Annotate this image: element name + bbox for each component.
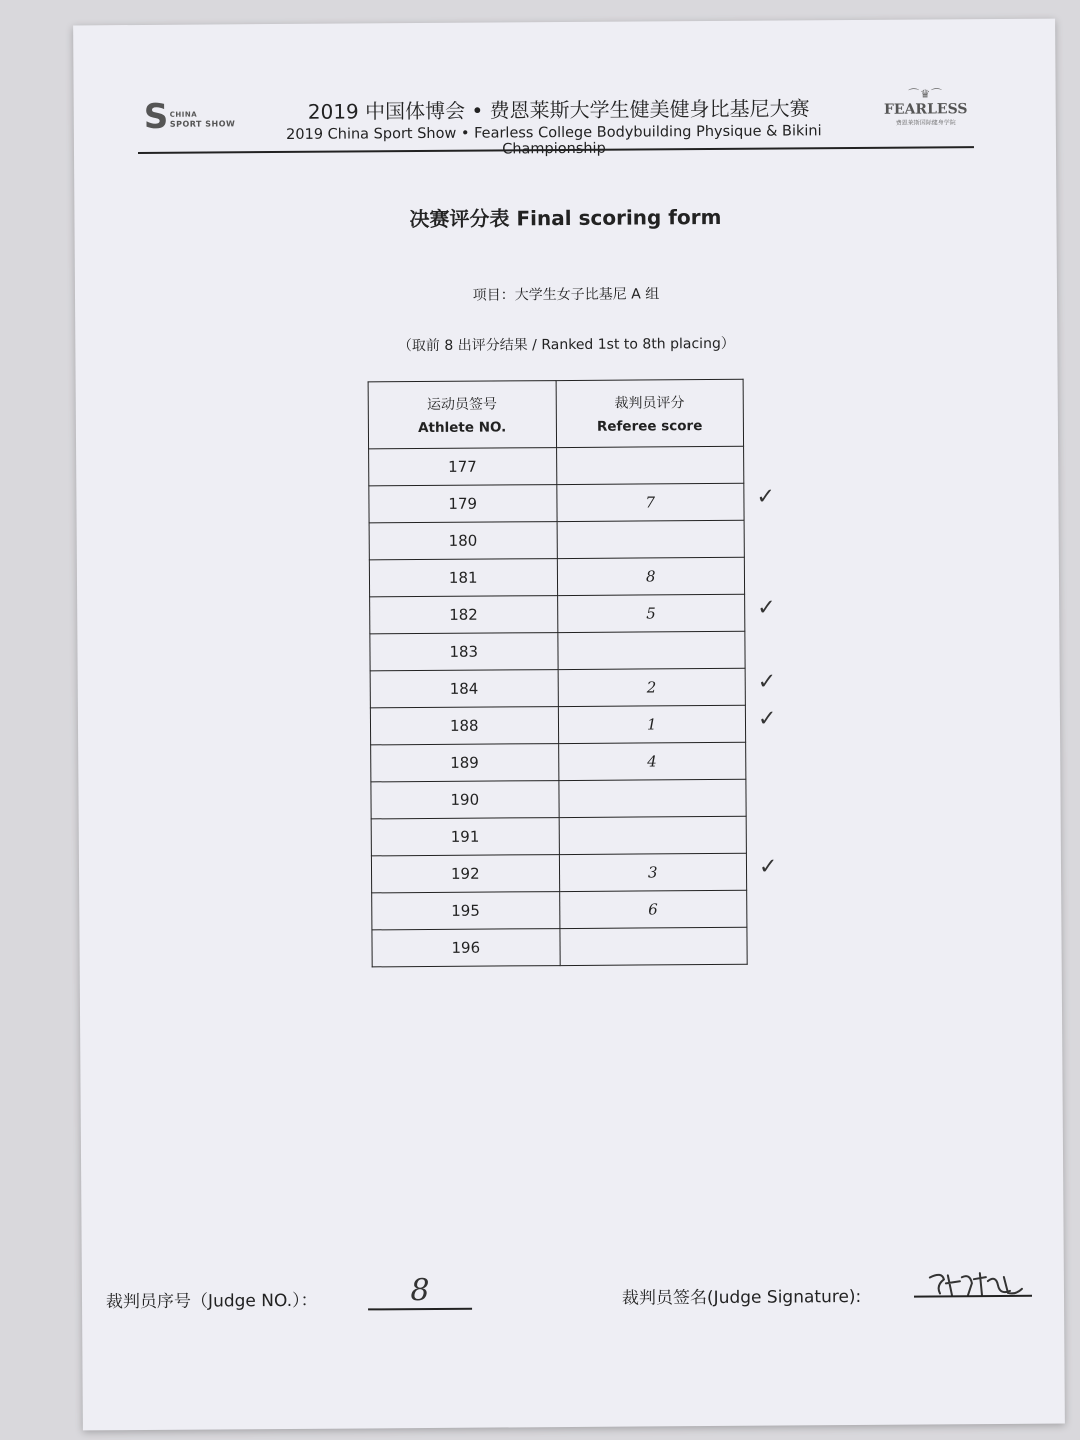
fearless-subtitle: 费恩莱斯国际健身学院 [895,119,956,127]
scoring-table-body [369,446,748,967]
athlete-no-cell: 196 [372,929,560,967]
table-row [370,668,745,708]
athlete-no-cell: 195 [372,892,560,930]
referee-score-cell [559,927,747,965]
fearless-brand: FEARLESS [883,101,968,118]
s-logo-mark: S [143,96,169,137]
athlete-no-cell: 177 [369,448,557,486]
athlete-no-header-en: Athlete NO. [418,419,507,437]
athlete-no-cell: 180 [369,522,557,560]
referee-score-cell [556,446,744,484]
athlete-no-cell: 189 [371,744,559,782]
logo-text-line-2: SPORT SHOW [169,119,236,129]
table-row [369,557,744,597]
header-title-zh: 2019 中国体博会 • 费恩莱斯大学生健美健身比基尼大赛 [307,96,810,124]
referee-score-cell: 4 [558,742,746,780]
referee-score-header-zh: 裁判员评分 [614,395,685,412]
table-row [370,631,745,671]
athlete-no-cell: 190 [371,781,559,819]
signature-label: 裁判员签名(Judge Signature): [621,1286,862,1309]
referee-score-cell: 1 [558,705,746,743]
fearless-logo [880,85,972,127]
logo-text-line-1: CHINA [169,110,198,119]
referee-score-cell: 5 [557,594,745,632]
referee-score-cell: 6 [559,890,747,928]
ranking-note: （取前 8 出评分结果 / Ranked 1st to 8th placing） [397,335,735,355]
referee-score-cell [557,631,745,669]
referee-score-cell [558,779,746,817]
referee-score-cell: 2 [558,668,746,706]
table-row [372,927,747,967]
table-row [371,816,746,856]
referee-score-header [556,379,744,447]
athlete-no-header-zh: 运动员签号 [426,396,498,413]
athlete-no-cell: 188 [370,707,558,745]
referee-score-header-en: Referee score [596,418,703,435]
form-title: 决赛评分表 Final scoring form [409,204,722,232]
check-mark-icon: ✓ [758,854,778,880]
check-mark-icon: ✓ [757,706,777,732]
referee-score-cell [559,816,747,854]
table-row [370,594,745,634]
table-row [371,742,746,782]
athlete-no-header [368,381,556,449]
athlete-no-cell: 192 [371,855,559,893]
athlete-no-cell: 179 [369,485,557,523]
crest-icon: ⌒♛⌒ [908,87,944,101]
table-row [371,779,746,819]
judge-no-value: 8 [368,1273,472,1311]
check-mark-icon: ✓ [756,484,775,510]
scoring-table [368,379,748,968]
referee-score-cell: 7 [556,483,744,521]
athlete-no-cell: 184 [370,670,558,708]
table-row [369,520,744,560]
athlete-no-cell: 191 [371,818,559,856]
athlete-no-cell: 181 [369,559,557,597]
referee-score-cell: 8 [557,557,745,595]
check-mark-icon: ✓ [757,595,776,621]
referee-score-cell: 3 [559,853,747,891]
check-mark-icon: ✓ [757,669,777,695]
referee-score-cell [557,520,745,558]
table-row [372,890,747,930]
event-name: 项目：大学生女子比基尼 A 组 [472,286,660,304]
judge-no-label: 裁判员序号（Judge NO.）： [105,1290,318,1313]
table-row [370,705,745,745]
table-row [369,446,744,486]
table-row [371,853,746,893]
athlete-no-cell: 182 [370,596,558,634]
header-title-en: 2019 China Sport Show • Fearless College Bodybuilding Physique & Bikini [286,123,822,143]
athlete-no-cell: 183 [370,633,558,671]
table-row [369,483,744,523]
scoring-form-sheet [73,19,1065,1431]
